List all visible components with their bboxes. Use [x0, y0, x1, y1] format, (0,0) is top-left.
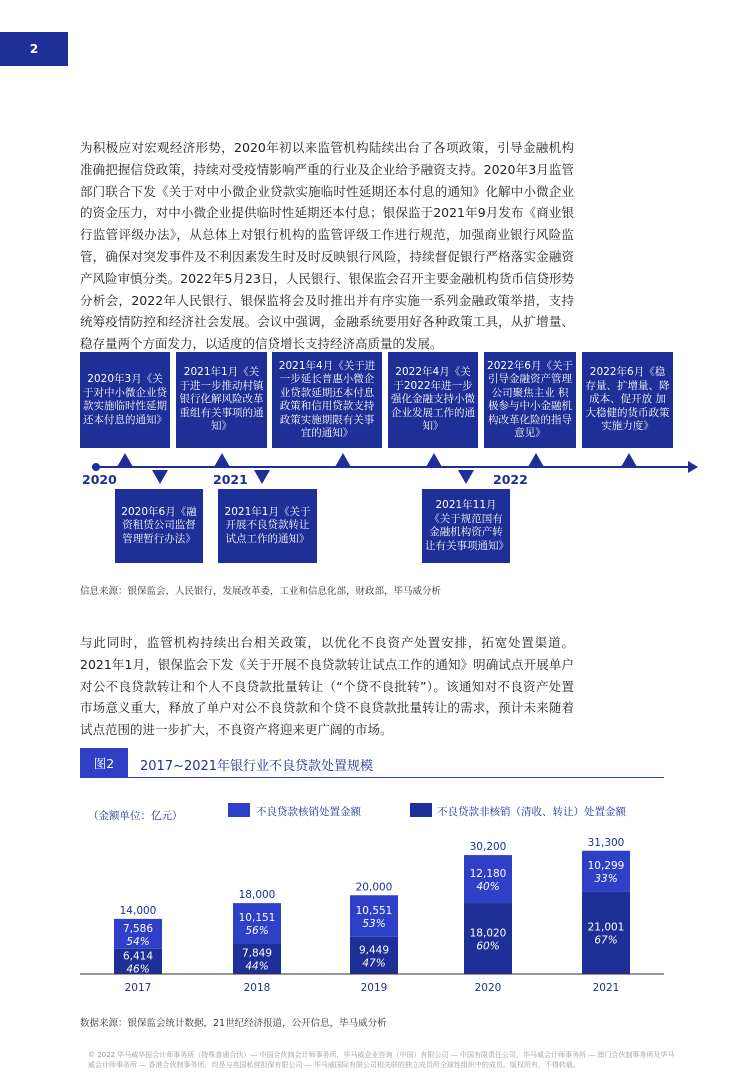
timeline-arrow-icon [688, 461, 698, 473]
data-label-value: 9,449 [358, 944, 390, 957]
page-number: 2 [0, 32, 68, 66]
data-label-value: 10,151 [238, 912, 276, 925]
data-label-value: 12,180 [469, 868, 507, 881]
figure-tag: 图2 [80, 748, 128, 778]
legend-label-writeoff: 不良贷款核销处置金额 [256, 806, 361, 818]
data-label-total: 14,000 [119, 904, 157, 917]
legend-swatch-nonwriteoff [410, 803, 432, 817]
x-tick-label: 2018 [243, 982, 271, 994]
data-label-percent: 54% [126, 935, 150, 948]
data-label-value: 7,849 [241, 947, 273, 960]
data-label-value: 10,299 [587, 860, 625, 873]
timeline-year: 2021 [213, 472, 248, 487]
legend-label-nonwriteoff: 不良贷款非核销（清收、转让）处置金额 [437, 806, 626, 818]
timeline-pointer [426, 453, 442, 467]
data-label-percent: 67% [594, 934, 618, 947]
data-label-value: 6,414 [122, 950, 154, 963]
intro-paragraph: 为积极应对宏观经济形势，2020年初以来监管机构陆续出台了各项政策，引导金融机构准确把握信贷政策，持续对受疫情影响严重的行业及企业给予融资支持。2020年3月监管部门联合下发《关于对中小微企业贷款实施临时性延期还本付息的通知》化解中小微企业的资金压力，对中小微企业提供临时性延期还本付息；银保监于2021年9月发布《商业银行监管评级办法》，从总体上对银行机构的监管评级工作进行规范，加强商业银行风险监管，确保对突发事件及不利因素发生时及时反映银行风险，持续督促银行严格落实金融资产风险审慎分类。2022年5月23日，人民银行、银保监会召开主要金融机构货币信贷形势分析会，2022年人民银行、银保监将会及时推出并有序实施一系列金融政策举措，支持统筹疫情防控和经济社会发展。会议中强调，金融系统要用好各种政策工具，从扩增量、稳存量两个方面发力，以适度的信贷增长支持经济高质量的发展。 [80, 140, 574, 352]
legend-swatch-writeoff [228, 803, 250, 817]
data-label-total: 20,000 [355, 881, 393, 894]
data-label-value: 10,551 [355, 905, 393, 918]
timeline-item-top: 2021年1月《关于进一步推动村镇银行化解风险改革重组有关事项的通知》 [176, 352, 267, 448]
timeline-item-bottom: 2020年6月《融资租赁公司监督管理暂行办法》 [115, 489, 203, 563]
data-label-percent: 47% [362, 957, 386, 970]
timeline-item-top: 2022年6月《关于引导金融资产管理公司聚焦主业 积极参与中小金融机构改革化险的指导意见》 [484, 352, 576, 448]
timeline-item-bottom: 2021年1月《关于开展不良贷款转让试点工作的通知》 [218, 489, 317, 563]
timeline-pointer [335, 453, 351, 467]
timeline-item-top: 2020年3月《关于对中小微企业贷款实施临时性延期还本付息的通知》 [80, 352, 170, 448]
footer-copyright: © 2022 毕马威华振会计师事务所（特殊普通合伙）— 中国合伙制会计师事务所，毕马威企业咨询（中国）有限公司 — 中国有限责任公司，毕马威会计师事务所 — 澳门合伙制事务所及毕马威会计师事务所 — 香港合伙制事务所，均是与英国私营担保有限公司 — 毕马威国际有限公司相关联的独立成员所全球性组织中的成员。版权所有，不得转载。 [88, 1051, 675, 1069]
data-label-percent: 44% [245, 960, 269, 973]
timeline-pointer [458, 470, 474, 484]
timeline-pointer [214, 453, 230, 467]
data-label-percent: 60% [476, 940, 500, 953]
data-label-value: 7,586 [122, 922, 154, 935]
data-label-value: 21,001 [587, 921, 625, 934]
data-label-percent: 33% [594, 873, 618, 886]
timeline-item-top: 2022年6月《稳存量、扩增量、降成本、促开放 加大稳健的货币政策实施力度》 [582, 352, 673, 448]
data-label-value: 18,020 [469, 927, 507, 940]
data-label-total: 31,300 [587, 836, 625, 849]
timeline-pointer [621, 453, 637, 467]
timeline-year: 2020 [82, 472, 117, 487]
x-tick-label: 2020 [474, 982, 502, 994]
figure-header [80, 748, 664, 778]
timeline-item-bottom: 2021年11月《关于规范国有金融机构资产转让有关事项通知》 [422, 489, 510, 563]
second-paragraph: 与此同时，监管机构持续出台相关政策，以优化不良资产处置安排，拓宽处置渠道。2021年1月，银保监会下发《关于开展不良贷款转让试点工作的通知》明确试点开展单户对公不良贷款转让和个人不良贷款批量转让（“个贷不良批转”）。该通知对不良资产处置市场意义重大，释放了单户对公不良贷款和个贷不良贷款批量转让的需求，预计未来随着试点范围的进一步扩大，不良资产将迎来更广阔的市场。 [80, 635, 574, 738]
timeline-pointer [254, 470, 270, 484]
data-label-percent: 56% [245, 925, 269, 938]
data-source-note: 数据来源：银保监会统计数据，21世纪经济报道，公开信息，毕马威分析 [80, 1018, 387, 1029]
timeline-item-top: 2022年4月《关于2022年进一步强化金融支持小微企业发展工作的通知》 [388, 352, 478, 448]
data-label-percent: 53% [362, 918, 386, 931]
data-label-total: 18,000 [238, 889, 276, 902]
unit-label: （金额单位：亿元） [88, 810, 183, 822]
disposal-bar-chart [0, 820, 750, 1000]
timeline-item-top: 2021年4月《关于进一步延长普惠小微企业贷款延期还本付息政策和信用贷款支持政策实施期限有关事宜的通知》 [272, 352, 382, 448]
timeline-pointer [117, 453, 133, 467]
figure-title: 2017~2021年银行业不良贷款处置规模 [140, 759, 374, 774]
timeline-year: 2022 [493, 472, 528, 487]
x-tick-label: 2021 [592, 982, 620, 994]
timeline-start-dot [92, 463, 100, 471]
timeline-pointer [528, 453, 544, 467]
timeline-pointer [152, 470, 168, 484]
data-label-percent: 40% [476, 881, 500, 894]
x-tick-label: 2019 [360, 982, 388, 994]
x-tick-label: 2017 [124, 982, 152, 994]
data-label-percent: 46% [126, 963, 150, 976]
timeline-axis [92, 466, 692, 468]
data-label-total: 30,200 [469, 841, 507, 854]
source-note: 信息来源：银保监会，人民银行，发展改革委，工业和信息化部，财政部，毕马威分析 [80, 586, 442, 597]
